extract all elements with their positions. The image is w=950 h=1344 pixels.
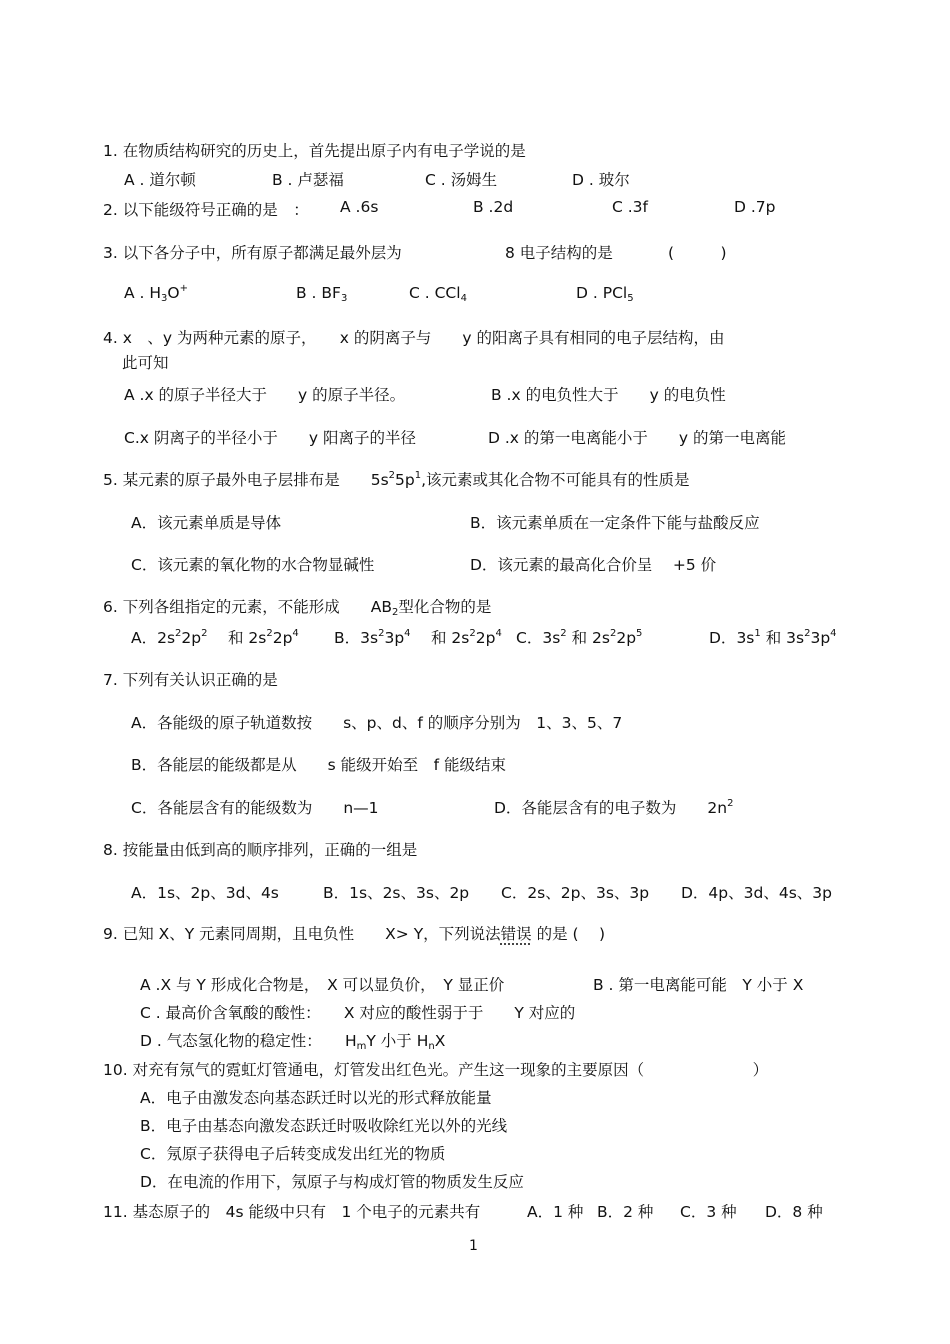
question-11-option-c: C．3 种 [680, 1203, 737, 1221]
emphasis-wrong: 错误 [500, 925, 532, 943]
question-4-option-a: A .x 的原子半径大于 y 的原子半径。 [124, 386, 406, 404]
question-9-stem: 9. 已知 X、Y 元素同周期，且电负性 X> Y，下列说法错误 的是 ( ) [103, 925, 606, 943]
question-8-option-c: C．2s、2p、3s、3p [501, 884, 650, 902]
question-10-option-c: C．氖原子获得电子后转变成发出红光的物质 [140, 1145, 446, 1163]
question-2-option-d: D .7p [734, 198, 776, 216]
question-5-option-c: C．该元素的氧化物的水合物显碱性 [131, 556, 375, 574]
question-1-stem: 1. 在物质结构研究的历史上，首先提出原子内有电子学说的是 [103, 142, 526, 160]
question-7-option-b: B．各能层的能级都是从 s 能级开始至 f 能级结束 [131, 756, 507, 774]
question-10-option-b: B．电子由基态向激发态跃迁时吸收除红光以外的光线 [140, 1117, 508, 1135]
question-8-option-a: A．1s、2p、3d、4s [131, 884, 279, 902]
question-1-option-b: B . 卢瑟福 [272, 171, 344, 189]
question-2-option-a: A .6s [340, 198, 379, 216]
question-5-option-a: A．该元素单质是导体 [131, 514, 282, 532]
question-4-option-d: D .x 的第一电离能小于 y 的第一电离能 [488, 429, 786, 447]
question-6-option-d: D．$3s^1$ 和 $3s^23p^4$ [709, 628, 837, 647]
question-7-option-d: D．各能层含有的电子数为 $2n^2$ [494, 798, 734, 817]
question-4-stem-line1: 4. x 、y 为两种元素的原子， x 的阴离子与 y 的阳离子具有相同的电子层结构，由 [103, 329, 725, 347]
question-3-option-c: C . CCl$_4$ [409, 284, 467, 304]
question-9-option-b: B . 第一电离能可能 Y 小于 X [593, 976, 804, 994]
question-10-option-a: A．电子由激发态向基态跃迁时以光的形式释放能量 [140, 1089, 492, 1107]
question-3-option-d: D . PCl$_5$ [576, 284, 634, 304]
question-6-option-b: B．$3s^23p^4$ 和 $2s^22p^4$ [334, 628, 502, 647]
question-3-answer-bracket: ( ) [668, 244, 727, 262]
question-9-option-a: A .X 与 Y 形成化合物是， X 可以显负价， Y 显正价 [140, 976, 505, 994]
page-number: 1 [469, 1238, 478, 1254]
question-1-option-d: D . 玻尔 [572, 171, 630, 189]
question-2-stem: 2. 以下能级符号正确的是 ： [103, 201, 309, 219]
question-1-option-c: C . 汤姆生 [425, 171, 498, 189]
question-9-option-d: D . 气态氢化物的稳定性： $H_mY$ 小于 $H_nX$ [140, 1032, 446, 1052]
question-3-option-a: A . $H_3O^+$ [124, 283, 189, 304]
question-10-option-d: D．在电流的作用下，氖原子与构成灯管的物质发生反应 [140, 1173, 524, 1191]
question-5-option-b: B．该元素单质在一定条件下能与盐酸反应 [470, 514, 760, 532]
question-4-option-b: B .x 的电负性大于 y 的电负性 [491, 386, 726, 404]
question-3-stem-part1: 3. 以下各分子中，所有原子都满足最外层为 [103, 244, 402, 262]
question-4-stem-line2: 此可知 [122, 354, 169, 372]
question-3-stem-part2: 8 电子结构的是 [505, 244, 613, 262]
question-11-stem: 11. 基态原子的 4s 能级中只有 1 个电子的元素共有 [103, 1203, 481, 1221]
question-5-option-d: D．该元素的最高化合价呈 +5 价 [470, 556, 717, 574]
question-7-option-a: A．各能级的原子轨道数按 s、p、d、f 的顺序分别为 1、3、5、7 [131, 714, 623, 732]
question-10-stem: 10. 对充有氖气的霓虹灯管通电，灯管发出红色光。产生这一现象的主要原因（ ） [103, 1061, 769, 1079]
question-1-option-a: A . 道尔顿 [124, 171, 196, 189]
question-6-option-a: A．$2s^22p^2$ 和 $2s^22p^4$ [131, 628, 299, 647]
question-7-stem: 7. 下列有关认识正确的是 [103, 671, 278, 689]
question-6-stem: 6. 下列各组指定的元素，不能形成 $AB_2$型化合物的是 [103, 598, 492, 618]
question-11-option-d: D．8 种 [765, 1203, 823, 1221]
question-8-stem: 8. 按能量由低到高的顺序排列，正确的一组是 [103, 841, 418, 859]
question-11-option-b: B．2 种 [597, 1203, 654, 1221]
question-3-option-b: B . $BF_3$ [296, 284, 348, 304]
question-2-option-b: B .2d [473, 198, 514, 216]
question-9-option-c: C . 最高价含氧酸的酸性： X 对应的酸性弱于于 Y 对应的 [140, 1004, 576, 1022]
electron-configuration: $5s^25p^1$ [370, 470, 422, 489]
question-4-option-c: C.x 阴离子的半径小于 y 阳离子的半径 [124, 429, 416, 447]
question-2-option-c: C .3f [612, 198, 648, 216]
question-6-option-c: C．$3s^2$ 和 $2s^22p^5$ [516, 628, 643, 647]
question-7-option-c: C．各能层含有的能级数为 n—1 [131, 799, 379, 817]
question-11-option-a: A．1 种 [527, 1203, 584, 1221]
question-8-option-d: D．4p、3d、4s、3p [681, 884, 832, 902]
question-8-option-b: B．1s、2s、3s、2p [323, 884, 470, 902]
question-5-stem: 5. 某元素的原子最外电子层排布是 $5s^25p^1$,该元素或其化合物不可能具有的性质是 [103, 470, 690, 489]
